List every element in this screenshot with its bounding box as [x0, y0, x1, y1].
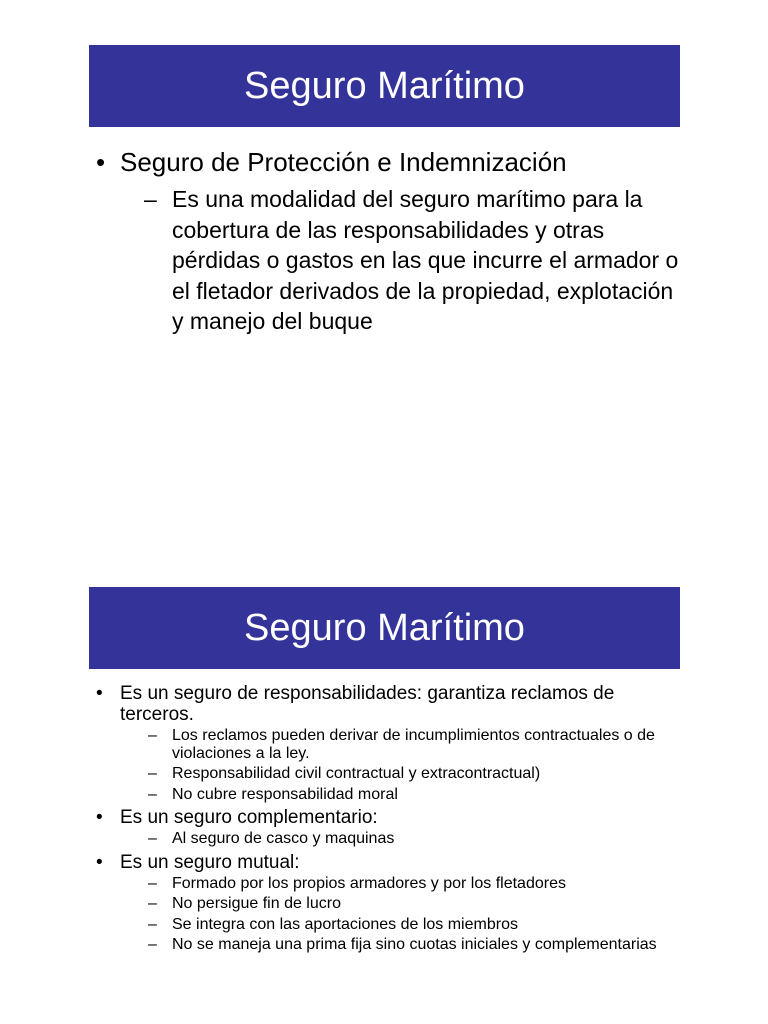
slide-2 — [0, 512, 768, 1024]
sub-bullet-item: – No cubre responsabilidad moral — [148, 786, 686, 804]
bullet-text: Es un seguro complementario: — [120, 807, 378, 828]
slide-title: Seguro Marítimo — [244, 64, 525, 107]
bullet-item — [96, 683, 686, 803]
slide-content — [96, 683, 686, 954]
sub-bullet-item: – Formado por los propios armadores y por los fletadores — [148, 875, 686, 893]
bullet-text: Es un seguro mutual: — [120, 851, 300, 873]
sub-bullet-item: – Se integra con las aportaciones de los miembros — [148, 916, 686, 934]
bullet-item — [96, 807, 686, 848]
sub-bullet-list — [144, 184, 686, 337]
bullet-item — [96, 852, 686, 954]
sub-bullet-item: – No se maneja una prima fija sino cuotas iniciales y complementarias — [148, 936, 686, 954]
sub-bullet-list — [148, 727, 686, 803]
bullet-item — [96, 146, 686, 337]
bullet-text: Es un seguro de responsabilidades: garantiza reclamos de terceros. — [120, 683, 615, 725]
slide-title-bar — [89, 587, 680, 669]
sub-bullet-item: – No persigue fin de lucro — [148, 895, 686, 913]
slide-content — [96, 146, 686, 337]
sub-bullet-list — [148, 830, 686, 848]
sub-bullet-list — [148, 875, 686, 954]
sub-bullet-item: – Al seguro de casco y maquinas — [148, 830, 686, 848]
slide-title: Seguro Marítimo — [244, 606, 525, 649]
slide-title-bar — [89, 45, 680, 127]
sub-bullet-item: – Es una modalidad del seguro marítimo para la cobertura de las responsabilidades y otras pérdidas o gastos en las que incurre el armador o el fletador derivados de la propiedad, explotación y manejo del buque — [144, 184, 686, 337]
sub-bullet-item: – Los reclamos pueden derivar de incumplimientos contractuales o de violaciones a la ley. — [148, 727, 686, 762]
sub-bullet-item: – Responsabilidad civil contractual y extracontractual) — [148, 765, 686, 783]
bullet-list — [96, 146, 686, 337]
bullet-text: Seguro de Protección e Indemnización — [120, 147, 567, 177]
bullet-list — [96, 683, 686, 954]
